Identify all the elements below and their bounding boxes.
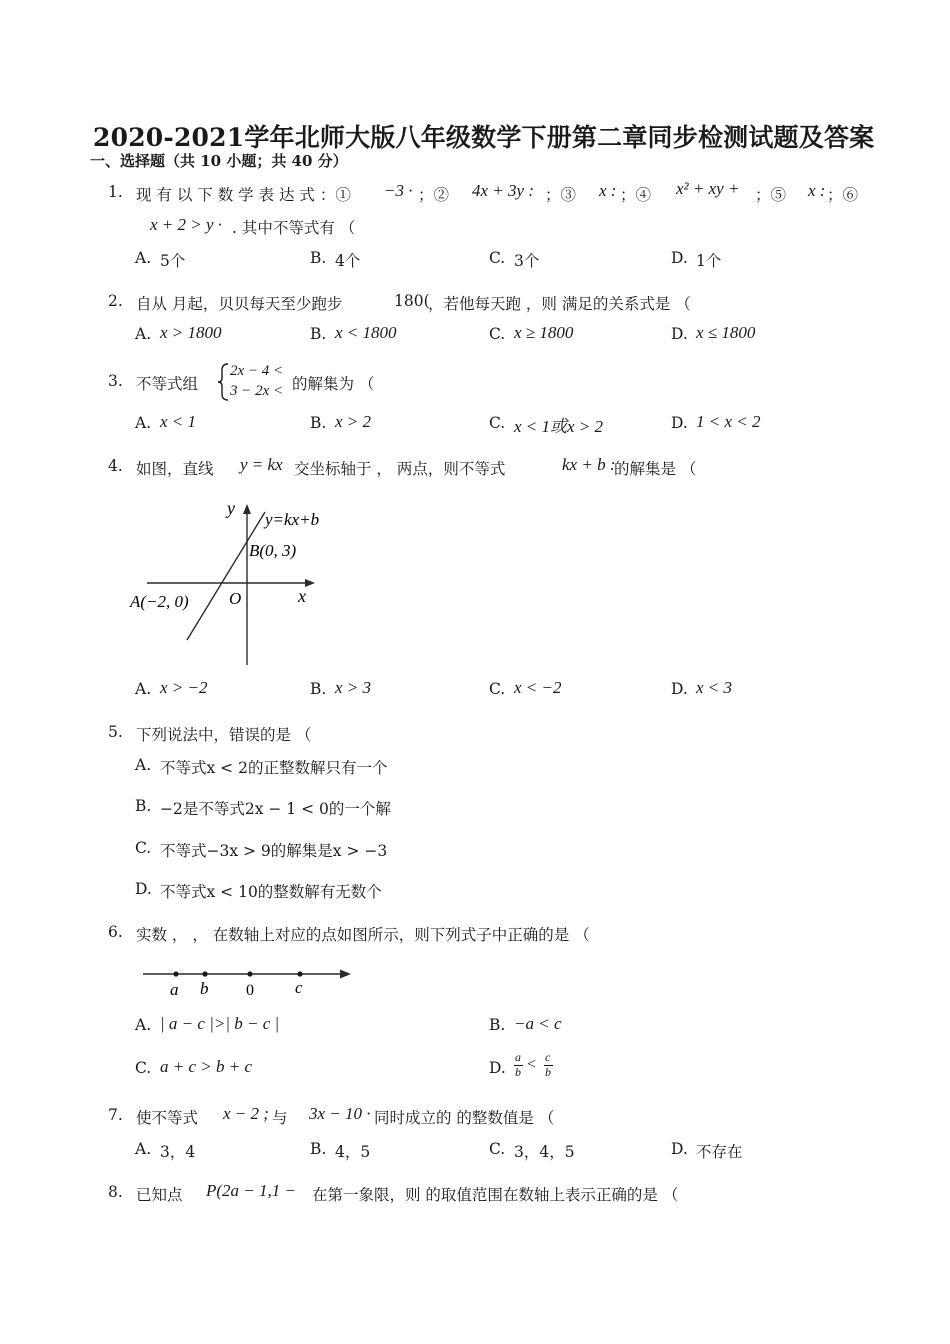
option-a-label: A. xyxy=(135,680,152,698)
question-text: 如图，直线 xyxy=(136,460,214,478)
point-a-dot xyxy=(173,971,178,976)
math-expression: x − 2 ; xyxy=(223,1104,269,1123)
option-b-value: x > 3 xyxy=(335,678,372,697)
question-text: 下列说法中，错误的是 （ xyxy=(136,726,312,744)
linear-function-figure xyxy=(125,490,340,670)
option-d-value: a b < c b xyxy=(515,1050,551,1079)
brace-icon xyxy=(216,362,230,402)
option-c-label: C. xyxy=(489,325,506,343)
question-text: 不等式组 xyxy=(136,375,199,393)
point-a-label: a xyxy=(170,980,179,999)
math-expression: 3x − 10 · xyxy=(309,1104,371,1123)
option-a-label: A. xyxy=(135,249,152,267)
section-heading: 一、选择题（共 10 小题；共 40 分） xyxy=(90,152,348,170)
option-c-value: 3个 xyxy=(514,252,540,270)
option-b-value: −2是不等式2x − 1 < 0的一个解 xyxy=(160,800,391,818)
point-b-label: B(0, 3) xyxy=(249,541,297,560)
option-d-label: D. xyxy=(671,1140,688,1158)
option-c-value: x ≥ 1800 xyxy=(514,323,574,342)
question-text: . 其中不等式有 （ xyxy=(232,219,356,237)
x-axis-arrow-icon xyxy=(305,579,315,587)
option-b-label: B. xyxy=(310,249,327,267)
option-c-label: C. xyxy=(489,680,506,698)
option-b-label: B. xyxy=(310,325,327,343)
question-text: 的解集是 （ xyxy=(614,460,697,478)
question-number: 1. xyxy=(108,183,123,201)
option-a-value: | a − c |>| b − c | xyxy=(160,1014,280,1033)
question-number: 5. xyxy=(108,723,123,741)
line-label: y=kx+b xyxy=(265,510,320,529)
math-expression: x² + xy + xyxy=(676,179,740,198)
question-text: 自从 月起，贝贝每天至少跑步 xyxy=(136,295,343,313)
option-d-label: D. xyxy=(671,325,688,343)
option-a-value: x > −2 xyxy=(160,678,208,697)
math-expression: 180( xyxy=(394,292,430,310)
question-text: 实数 ， ， 在数轴上对应的点如图所示，则下列式子中正确的是 （ xyxy=(136,926,590,944)
math-expression: x + 2 > y · xyxy=(150,215,223,234)
option-c-value: x < −2 xyxy=(514,678,562,697)
point-zero-dot xyxy=(247,971,252,976)
number-line-figure xyxy=(135,960,360,1005)
question-text: ；② xyxy=(418,186,450,204)
math-expression: y = kx xyxy=(240,455,283,474)
question-text: ；⑤ xyxy=(755,186,787,204)
option-c-label: C. xyxy=(135,839,152,857)
math-expression: kx + b : xyxy=(562,455,616,474)
option-c-label: C. xyxy=(489,249,506,267)
option-d-label: D. xyxy=(671,414,688,432)
question-number: 8. xyxy=(108,1183,123,1201)
option-b-label: B. xyxy=(310,680,327,698)
option-a-value: 5个 xyxy=(160,252,186,270)
option-a-value: 不等式x < 2的正整数解只有一个 xyxy=(160,759,388,777)
option-a-label: A. xyxy=(135,414,152,432)
option-c-label: C. xyxy=(135,1059,152,1077)
point-c-dot xyxy=(297,971,302,976)
system-row-2: 3 − 2x < xyxy=(230,383,284,399)
option-a-value: x > 1800 xyxy=(160,323,222,342)
option-b-value: −a < c xyxy=(514,1014,562,1033)
option-b-value: 4个 xyxy=(335,252,361,270)
question-text: 交坐标轴于 ， 两点，则不等式 xyxy=(294,460,506,478)
y-axis-arrow-icon xyxy=(243,504,251,514)
option-a-value: x < 1 xyxy=(160,412,197,431)
question-number: 4. xyxy=(108,457,123,475)
question-text: 使不等式 xyxy=(136,1109,199,1127)
option-d-value: 不等式x < 10的整数解有无数个 xyxy=(160,883,382,901)
option-c-value: x < 1或x > 2 xyxy=(514,417,604,436)
question-text: 现 有 以 下 数 学 表 达 式 ：① xyxy=(136,186,351,204)
option-a-value: 3，4 xyxy=(160,1143,196,1161)
question-text: 在第一象限，则 的取值范围在数轴上表示正确的是 （ xyxy=(312,1186,679,1204)
system-row-1: 2x − 4 < xyxy=(230,363,284,379)
option-d-value: x ≤ 1800 xyxy=(696,323,756,342)
option-b-label: B. xyxy=(489,1016,506,1034)
option-d-label: D. xyxy=(135,880,152,898)
point-b-dot xyxy=(202,971,207,976)
x-axis-label: x xyxy=(298,586,306,606)
number-line-arrow-icon xyxy=(340,970,351,979)
math-expression: 4x + 3y : xyxy=(472,181,534,200)
math-expression: x : xyxy=(599,181,617,200)
option-b-label: B. xyxy=(310,414,327,432)
point-c-label: c xyxy=(295,978,303,997)
option-c-label: C. xyxy=(489,414,506,432)
option-c-value: 不等式−3x > 9的解集是x > −3 xyxy=(160,842,388,860)
question-text: 同时成立的 的整数值是 （ xyxy=(374,1109,555,1127)
point-b-label: b xyxy=(200,979,209,998)
option-d-label: D. xyxy=(671,680,688,698)
page-title: 2020-2021学年北师大版八年级数学下册第二章同步检测试题及答案 xyxy=(93,123,875,152)
option-a-label: A. xyxy=(135,325,152,343)
origin-label: O xyxy=(229,589,242,608)
option-d-label: D. xyxy=(671,249,688,267)
option-c-value: a + c > b + c xyxy=(160,1057,253,1076)
question-text: 的解集为 （ xyxy=(292,375,375,393)
question-number: 2. xyxy=(108,292,123,310)
question-number: 6. xyxy=(108,923,123,941)
option-b-value: x > 2 xyxy=(335,412,372,431)
option-c-label: C. xyxy=(489,1140,506,1158)
option-d-value: 不存在 xyxy=(696,1143,743,1161)
option-d-label: D. xyxy=(489,1059,506,1077)
option-b-label: B. xyxy=(135,797,152,815)
question-text: ；③ xyxy=(545,186,577,204)
option-a-label: A. xyxy=(135,756,152,774)
question-number: 7. xyxy=(108,1106,123,1124)
option-a-label: A. xyxy=(135,1140,152,1158)
math-expression: x : xyxy=(808,181,826,200)
option-a-label: A. xyxy=(135,1016,152,1034)
option-b-value: x < 1800 xyxy=(335,323,397,342)
option-b-value: 4，5 xyxy=(335,1143,371,1161)
option-d-value: 1个 xyxy=(696,252,722,270)
question-text: 与 xyxy=(272,1109,288,1127)
math-expression: P(2a − 1,1 − xyxy=(206,1181,296,1200)
function-line xyxy=(187,512,265,640)
math-expression: −3 · xyxy=(384,181,413,200)
option-c-value: 3，4，5 xyxy=(514,1143,575,1161)
option-b-label: B. xyxy=(310,1140,327,1158)
point-a-label: A(−2, 0) xyxy=(130,592,189,611)
question-text: ，若他每天跑 ，则 满足的关系式是 （ xyxy=(428,295,691,313)
option-d-value: x < 3 xyxy=(696,678,733,697)
question-number: 3. xyxy=(108,372,123,390)
question-text: ；④ xyxy=(620,186,652,204)
point-zero-label: 0 xyxy=(246,982,254,999)
question-text: ；⑥ xyxy=(827,186,859,204)
y-axis-label: y xyxy=(227,498,235,518)
option-d-value: 1 < x < 2 xyxy=(696,412,761,431)
question-text: 已知点 xyxy=(136,1186,183,1204)
